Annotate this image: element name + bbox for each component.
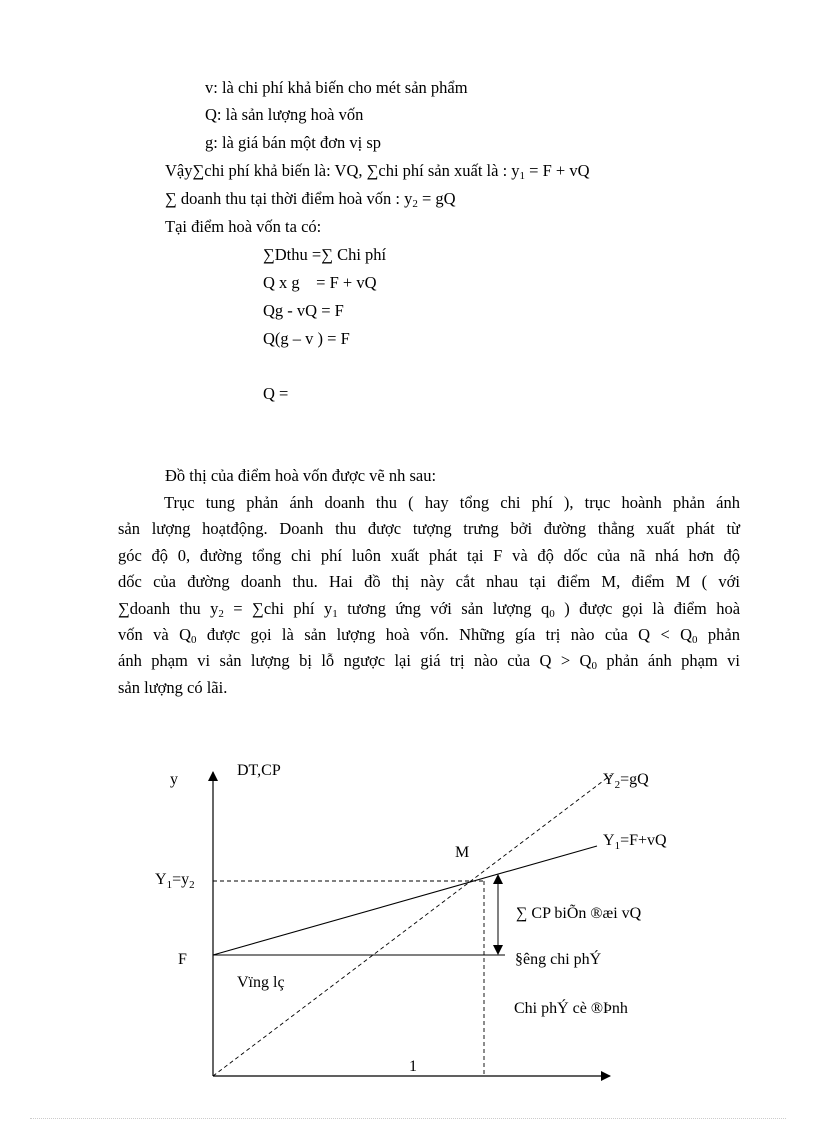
- series-label-revenue: $Y_2=gQ$: [603, 771, 649, 791]
- definition-g: g: là giá bán một đơn vị sp: [205, 133, 381, 152]
- page-footer-divider: [30, 1118, 786, 1119]
- paragraph-line: dốc của đường doanh thu. Hai đồ thị này cắt nhau tại điểm M, điểm M ( với: [118, 572, 740, 592]
- total-revenue-line: ∑ doanh thu tại thời điểm hoà vốn : $y_2$ = gQ: [165, 189, 456, 210]
- paragraph-line: Trục tung phản ánh doanh thu ( hay tổng chi phí ), trục hoành phản ánh: [164, 493, 740, 512]
- breakeven-point-label: M: [455, 844, 470, 861]
- definition-v: v: là chi phí khả biến cho mét sản phẩm: [205, 78, 468, 97]
- variable-cost-label: ∑ CP biÕn ®æi vQ: [516, 905, 642, 922]
- graph-intro: Đồ thị của điểm hoà vốn được vẽ nh sau:: [165, 466, 437, 485]
- equation-3: Qg - vQ = F: [263, 301, 344, 320]
- series-label-total-cost: $Y_1=F+vQ$: [603, 832, 667, 852]
- loss-area-label: Vïng lç: [237, 974, 285, 991]
- paragraph-line: vốn và $Q_0$ được gọi là sản lượng hoà vốn. Những gía trị nào của $Q < Q_0$ phản: [118, 624, 740, 646]
- definition-q: Q: là sản lượng hoà vốn: [205, 105, 364, 124]
- paragraph-line: góc độ 0, đường tổng chi phí luôn xuất phát tại F và độ dốc của nã nhá hơn độ: [118, 545, 740, 565]
- equation-2: Q x g = F + vQ: [263, 273, 377, 292]
- y-axis-label: DT,CP: [237, 762, 281, 779]
- x-tick-label: 1: [409, 1058, 417, 1075]
- equation-5: Q =: [263, 384, 289, 403]
- fixed-cost-label: Chi phÝ cè ®Þnh: [514, 1000, 628, 1017]
- revenue-line: [213, 775, 611, 1076]
- equation-1: ∑Dthu =∑ Chi phí: [263, 245, 387, 264]
- paragraph-line: ánh phạm vi sản lượng bị lỗ ngược lại giá trị nào của $Q > Q_0$ phản ánh phạm vi: [118, 651, 740, 673]
- total-cost-line: [213, 846, 597, 955]
- fixed-cost-line-label: §êng chi phÝ: [515, 951, 602, 968]
- paragraph-line: ∑doanh thu $y_2 = \sum chi$ phí $y_1$ tương ứng với sản lượng $q_0$ ) được gọi là điểm hoà: [118, 598, 741, 620]
- paragraph-line: sản lượng có lãi.: [118, 677, 228, 697]
- y-axis-symbol: y: [170, 771, 178, 788]
- total-variable-cost-line: Vậy∑chi phí khả biến là: VQ, ∑chi phí sản xuất là : $y_1 = F$ + vQ: [165, 161, 590, 182]
- breakeven-intro: Tại điểm hoà vốn ta có:: [165, 217, 322, 236]
- equation-4: Q(g – v ) = F: [263, 329, 350, 348]
- tick-label-f: F: [178, 951, 187, 968]
- tick-label-y1-y2: $Y_1=y_2$: [155, 871, 195, 891]
- paragraph-line: sản lượng hoạtđộng. Doanh thu được tượng trưng bởi đường thẳng xuất phát từ: [118, 519, 740, 539]
